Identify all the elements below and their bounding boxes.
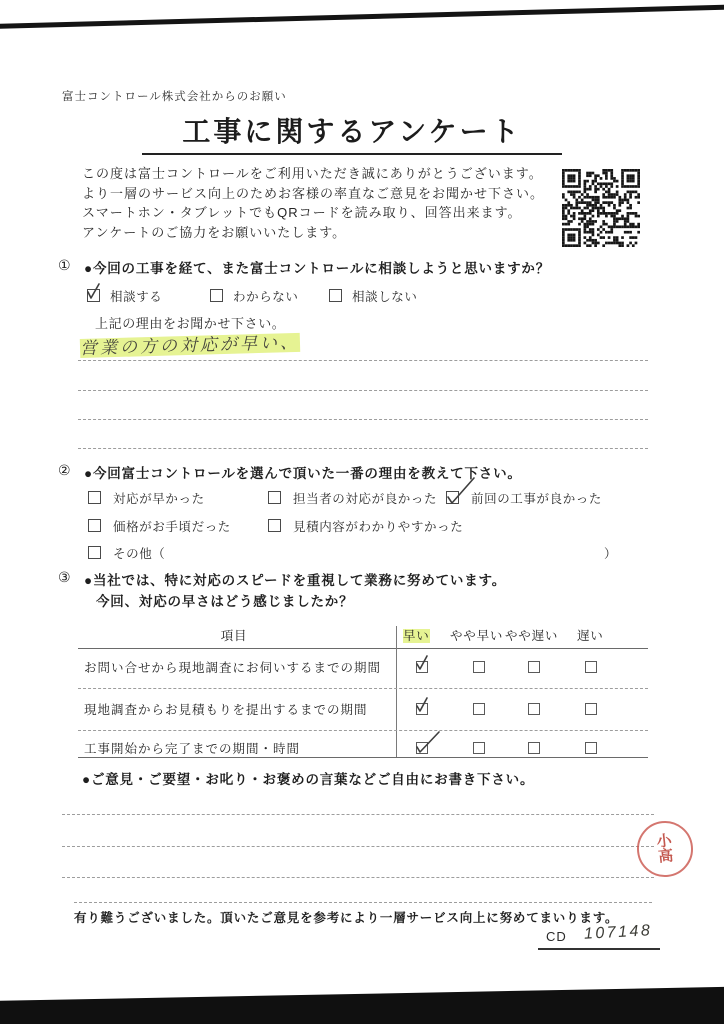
row1-checkbox-osoi	[585, 661, 597, 673]
row1-checkmark-icon	[414, 653, 430, 673]
intro-paragraph	[82, 164, 544, 242]
q3-question-line2: 今回、対応の早さはどう感じましたか？	[96, 594, 354, 609]
q1-checkmark-icon	[85, 281, 103, 303]
q1-option-label: わからない	[233, 290, 299, 304]
q2-question: ●今回富士コントロールを選んで頂いた一番の理由を教えて下さい。	[84, 466, 522, 481]
row2-checkbox-yaya-hayai	[473, 703, 485, 715]
table-header-item: 項目	[220, 629, 248, 643]
q2-option-label: 前回の工事が良かった	[471, 492, 603, 506]
table-bottom-line	[78, 757, 648, 758]
cd-number-handwritten: 107148	[583, 922, 653, 943]
answer-line	[78, 390, 648, 391]
q2-option-label: 担当者の対応が良かった	[293, 492, 438, 506]
q3-question-line1: ●当社では、特に対応のスピードを重視して業務に努めています。	[84, 573, 507, 588]
intro-line: アンケートのご協力をお願いいたします。	[82, 224, 347, 240]
q1-number: ①	[58, 257, 71, 273]
highlighted-handwriting: 営業の方の対応が早い、	[79, 332, 301, 358]
comment-line	[62, 814, 654, 815]
q2-other-close-paren: ）	[604, 547, 618, 561]
comment-line	[62, 877, 654, 878]
row2-checkbox-yaya-osoi	[528, 703, 540, 715]
handwritten-answer	[80, 328, 301, 359]
table-row-label: お問い合せから現地調査にお伺いするまでの期間	[84, 661, 382, 675]
row2-checkbox-osoi	[585, 703, 597, 715]
answer-line	[78, 419, 648, 420]
row3-checkbox-osoi	[585, 742, 597, 754]
q2-checkbox-kakaku-tegoro	[88, 519, 101, 532]
q1-reason-prompt: 上記の理由をお聞かせ下さい。	[95, 316, 286, 331]
hanko-stamp	[634, 818, 696, 880]
row1-checkbox-yaya-hayai	[473, 661, 485, 673]
table-header-underline	[78, 648, 648, 649]
cd-label: CD	[546, 929, 567, 944]
q1-checkbox-soudanshinai	[329, 289, 342, 302]
intro-line: スマートホン・タブレットでもQRコードを読み取り、回答出来ます。	[82, 205, 522, 220]
row3-checkmark-icon	[414, 728, 442, 754]
q2-checkbox-mitsumori-wakariyasui	[268, 519, 281, 532]
q2-checkbox-tantousha-yokatta	[268, 491, 281, 504]
intro-line: より一層のサービス向上のためお客様の率直なご意見をお聞かせ下さい。	[82, 185, 545, 201]
q2-number: ②	[58, 462, 71, 478]
q3-number: ③	[58, 569, 71, 585]
row1-checkbox-yaya-osoi	[528, 661, 540, 673]
cd-underline	[538, 948, 660, 950]
qr-code-icon	[562, 169, 640, 247]
q1-option-label: 相談しない	[352, 290, 418, 304]
q2-option-label: 対応が早かった	[113, 492, 205, 506]
q1-option-label: 相談する	[110, 290, 163, 304]
q2-option-label: 見積内容がわかりやすかった	[293, 520, 464, 534]
row3-checkbox-yaya-hayai	[473, 742, 485, 754]
intro-line: この度は富士コントロールをご利用いただき誠にありがとうございます。	[82, 166, 543, 181]
table-vertical-divider	[396, 626, 397, 757]
q2-option-label: 価格がお手頃だった	[113, 520, 231, 534]
table-header-yaya-osoi: やや遅い	[505, 629, 559, 643]
scan-artifact-top-line	[0, 4, 724, 29]
comment-line	[62, 846, 654, 847]
table-header-yaya-hayai: やや早い	[450, 629, 504, 643]
table-row-separator	[78, 688, 648, 689]
row2-checkmark-icon	[414, 695, 430, 715]
q2-checkbox-taiou-hayakatta	[88, 491, 101, 504]
table-row-label: 現地調査からお見積もりを提出するまでの期間	[84, 703, 368, 717]
table-header-osoi: 遅い	[577, 629, 604, 643]
row3-checkbox-yaya-osoi	[528, 742, 540, 754]
scan-artifact-bottom-band	[0, 986, 724, 1024]
q1-question: ●今回の工事を経て、また富士コントロールに相談しようと思いますか？	[84, 261, 551, 276]
hanko-character: 小	[655, 832, 673, 851]
page-title: 工事に関するアンケート	[142, 110, 562, 155]
answer-line	[78, 448, 648, 449]
table-row-separator	[78, 730, 648, 731]
q2-option-label: その他（	[113, 547, 166, 561]
comments-prompt: ●ご意見・ご要望・お叱り・お褒めの言葉などご自由にお書き下さい。	[82, 772, 535, 787]
answer-line	[78, 360, 648, 361]
q2-checkbox-sonota	[88, 546, 101, 559]
table-row-label: 工事開始から完了までの期間・時間	[84, 742, 301, 756]
highlighted-rating-header: 早い	[403, 629, 430, 643]
footer-divider	[74, 902, 652, 903]
company-request-label: 富士コントロール株式会社からのお願い	[62, 91, 287, 103]
q1-checkbox-wakaranai	[210, 289, 223, 302]
footer-thanks-text: 有り難うございました。頂いたご意見を参考により一層サービス向上に努めてまいります。	[74, 911, 619, 925]
table-header-hayai	[403, 626, 430, 644]
hanko-character: 高	[657, 847, 675, 866]
